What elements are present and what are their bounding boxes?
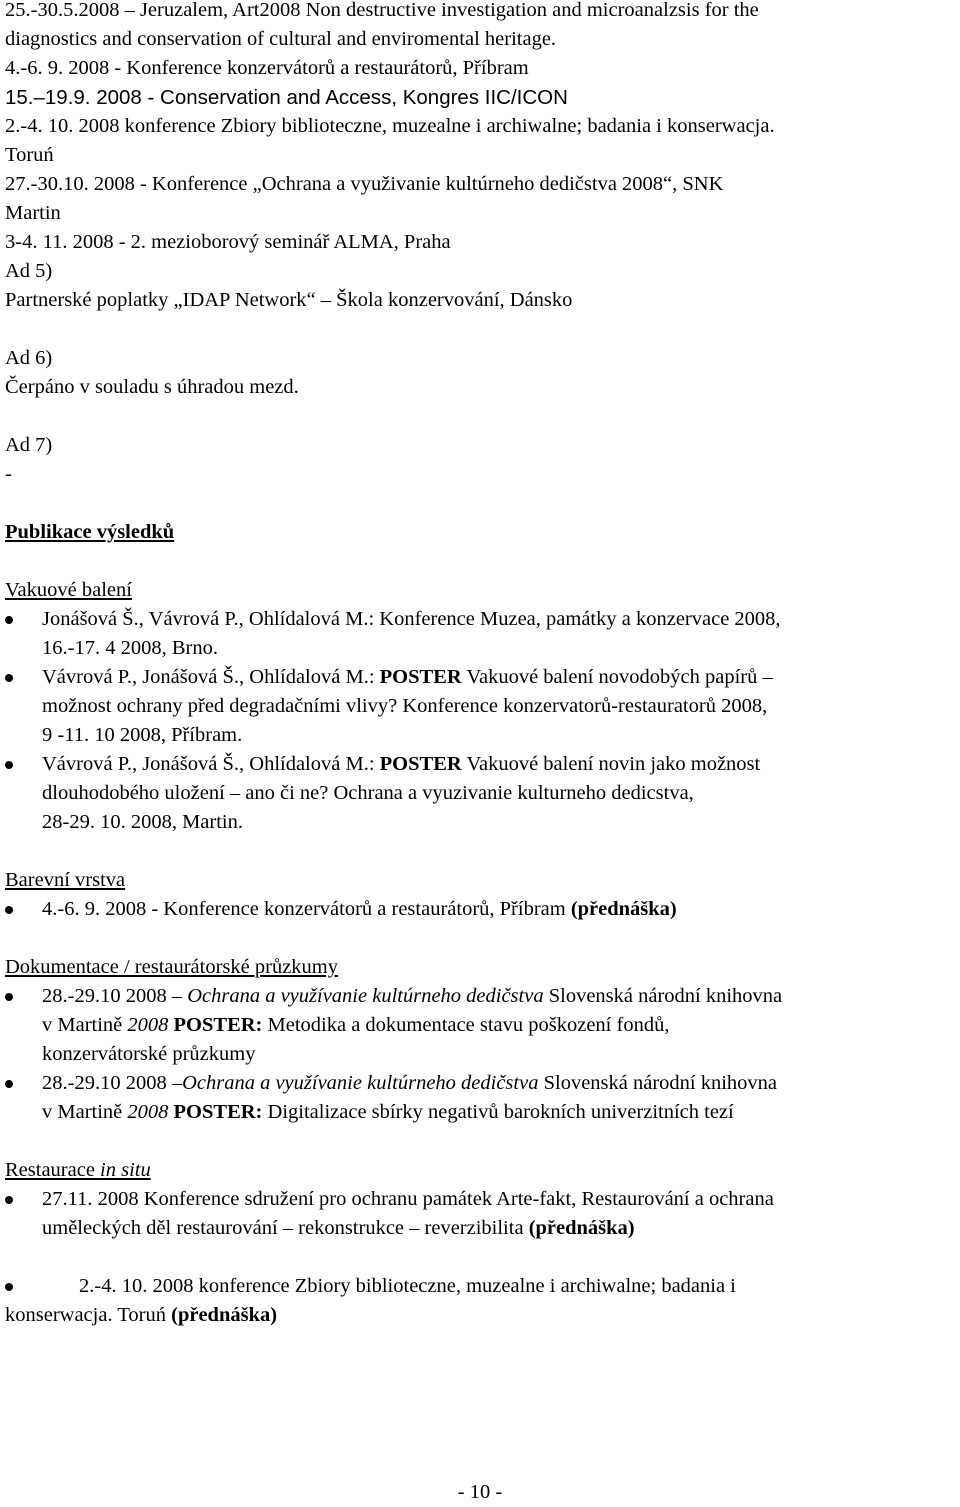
bullet-icon [5, 674, 13, 682]
item-conference: Ochrana a využívanie kultúrneho dedičstva [182, 1072, 539, 1094]
vakuove-heading: Vakuové balení [5, 579, 132, 601]
item-line: konzervátorské průzkumy [42, 1043, 256, 1065]
list-item [5, 663, 950, 750]
bullet-icon [5, 761, 13, 769]
item-place: v Martině [42, 1014, 128, 1036]
vakuove-list [5, 605, 950, 837]
list-item [5, 750, 950, 837]
intro-line-8: Martin [5, 202, 61, 224]
spacer [5, 1243, 950, 1272]
item-line: 2.-4. 10. 2008 konference Zbiory biblioteczne, muzealne i archiwalne; badania i [79, 1275, 736, 1297]
poster-label: POSTER: [168, 1101, 263, 1123]
ad6-label: Ad 6) [5, 347, 53, 369]
item-line: 9 -11. 10 2008, Příbram. [42, 724, 243, 746]
item-year: 2008 [127, 1014, 169, 1036]
item-line: 28-29. 10. 2008, Martin. [42, 811, 243, 833]
ad5-text: Partnerské poplatky „IDAP Network“ – Škola konzervování, Dánsko [5, 289, 573, 311]
restaurace-list-2 [5, 1272, 950, 1330]
item-title: Digitalizace sbírky negativů barokních univerzitních tezí [262, 1101, 734, 1123]
bullet-icon [5, 1283, 13, 1291]
list-item [5, 1185, 950, 1243]
item-venue: Slovenská národní knihovna [543, 985, 783, 1007]
bullet-icon [5, 993, 13, 1001]
heading-italic: in situ [100, 1159, 151, 1181]
item-line: Jonášová Š., Vávrová P., Ohlídalová M.: Konference Muzea, památky a konzervace 2008, [42, 608, 781, 630]
poster-label: POSTER [379, 753, 462, 775]
barevni-list [5, 895, 950, 924]
item-line [42, 1069, 950, 1098]
bullet-icon [5, 1080, 13, 1088]
item-line [42, 750, 950, 779]
intro-line-5: 2.-4. 10. 2008 konference Zbiory biblioteczne, muzealne i archiwalne; badania i konserwacja. [5, 115, 775, 137]
item-line: dlouhodobého uložení – ano či ne? Ochrana a vyuzivanie kulturneho dedicstva, [42, 782, 694, 804]
poster-label: POSTER: [168, 1014, 263, 1036]
item-title: Metodika a dokumentace stavu poškození fondů, [262, 1014, 670, 1036]
item-line [42, 1098, 950, 1127]
spacer [5, 489, 950, 518]
authors: Vávrová P., Jonášová Š., Ohlídalová M.: [42, 666, 380, 688]
list-item [5, 1272, 950, 1330]
list-item [5, 895, 950, 924]
ad6-text: Čerpáno v souladu s úhradou mezd. [5, 376, 299, 398]
intro-line-4: 15.–19.9. 2008 - Conservation and Access, Kongres IIC/ICON [5, 86, 568, 109]
document-page [5, 0, 950, 1330]
ad7-text: - [5, 463, 12, 485]
spacer [5, 402, 950, 431]
barevni-heading: Barevní vrstva [5, 869, 126, 891]
item-text: konserwacja. Toruń [5, 1304, 172, 1326]
spacer [5, 315, 950, 344]
item-place: v Martině [42, 1101, 128, 1123]
restaurace-list [5, 1185, 950, 1243]
publikace-heading: Publikace výsledků [5, 521, 175, 543]
ad7-label: Ad 7) [5, 434, 53, 456]
heading-text: Restaurace [5, 1159, 101, 1181]
bullet-icon [5, 906, 13, 914]
list-item [5, 1069, 950, 1127]
item-line: 16.-17. 4 2008, Brno. [42, 637, 218, 659]
item-line [42, 1011, 950, 1040]
item-line [42, 1214, 950, 1243]
spacer [5, 1127, 950, 1156]
item-title: uměleckých děl restaurování – rekonstrukce – reverzibilita [42, 1217, 529, 1239]
item-venue: Slovenská národní knihovna [538, 1072, 778, 1094]
spacer [5, 924, 950, 953]
intro-line-2: diagnostics and conservation of cultural and enviromental heritage. [5, 28, 557, 50]
item-year: 2008 [127, 1101, 169, 1123]
spacer [5, 547, 950, 576]
intro-line-1: 25.-30.5.2008 – Jeruzalem, Art2008 Non destructive investigation and microanalzsis for the [5, 0, 759, 21]
intro-line-3: 4.-6. 9. 2008 - Konference konzervátorů a restaurátorů, Příbram [5, 57, 529, 79]
item-line: možnost ochrany před degradačními vlivy? Konference konzervatorů-restauratorů 2008, [42, 695, 768, 717]
item-conference: Ochrana a využívanie kultúrneho dedičstva [187, 985, 544, 1007]
lecture-label: (přednáška) [570, 898, 677, 920]
item-title: Vakuové balení novodobých papírů – [461, 666, 773, 688]
spacer [5, 837, 950, 866]
intro-line-6: Toruń [5, 144, 54, 166]
lecture-label: (přednáška) [171, 1304, 278, 1326]
item-line [5, 1301, 950, 1330]
bullet-icon [5, 616, 13, 624]
lecture-label: (přednáška) [528, 1217, 635, 1239]
item-date: 28.-29.10 2008 – [42, 1072, 183, 1094]
item-date: 28.-29.10 2008 – [42, 985, 188, 1007]
authors: Vávrová P., Jonášová Š., Ohlídalová M.: [42, 753, 380, 775]
list-item [5, 982, 950, 1069]
item-line [42, 663, 950, 692]
poster-label: POSTER [379, 666, 462, 688]
list-item [5, 605, 950, 663]
dokumentace-heading: Dokumentace / restaurátorské průzkumy [5, 956, 339, 978]
bullet-icon [5, 1196, 13, 1204]
item-text: 4.-6. 9. 2008 - Konference konzervátorů a restaurátorů, Příbram [42, 898, 571, 920]
page-number: - 10 - [457, 1481, 503, 1503]
ad5-label: Ad 5) [5, 260, 53, 282]
item-line [42, 895, 950, 924]
dokumentace-list [5, 982, 950, 1127]
item-line [42, 982, 950, 1011]
item-title: Vakuové balení novin jako možnost [461, 753, 761, 775]
item-line: 27.11. 2008 Konference sdružení pro ochranu památek Arte-fakt, Restaurování a ochrana [42, 1188, 774, 1210]
intro-line-7: 27.-30.10. 2008 - Konference „Ochrana a využivanie kultúrneho dedičstva 2008“, SNK [5, 173, 724, 195]
restaurace-heading [5, 1156, 950, 1185]
intro-line-9: 3-4. 11. 2008 - 2. mezioborový seminář ALMA, Praha [5, 231, 451, 253]
